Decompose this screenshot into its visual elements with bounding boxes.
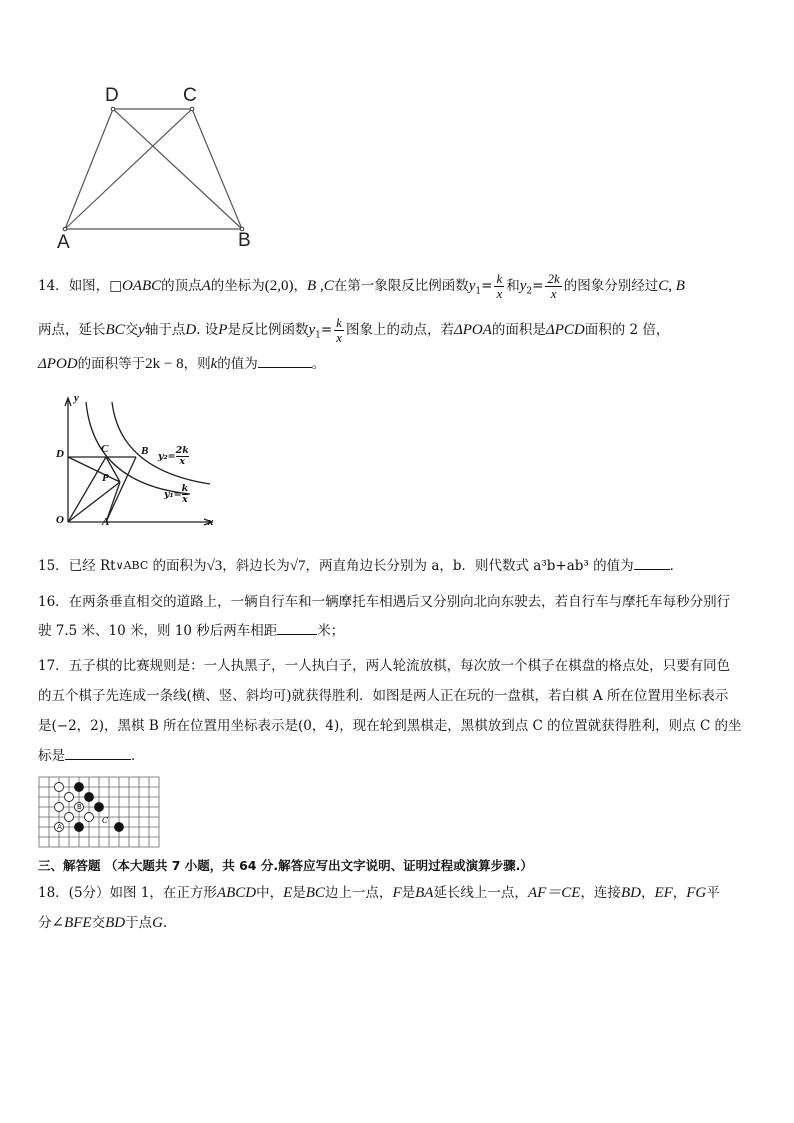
black-stone xyxy=(95,803,104,812)
board-label-C: C xyxy=(102,816,109,825)
q14-line-3: ΔPOD的面积等于2k − 8，则k的值为 。 xyxy=(38,356,326,372)
curve-label-y1: y₁= $\frac{k}{x}$ xyxy=(164,483,189,505)
trapezoid-svg xyxy=(55,85,265,255)
q17-line-3: 是(−2，2)，黑棋 B 所在位置用坐标表示是(0，4)，现在轮到黑棋走，黑棋放到点 C 的位置就获得胜利，则点 C 的坐 xyxy=(38,718,742,734)
q16-line-2: 驶 7.5 米、10 米，则 10 秒后两车相距 米； xyxy=(38,623,345,639)
q17-line-1: 17．五子棋的比赛规则是：一人执黑子，一人执白子，两人轮流放棋，每次放一个棋子在棋盘的格点处，只要有同色 xyxy=(38,658,731,674)
vertex-label-B: B xyxy=(238,230,251,251)
q18-line-1: 18．(5分）如图 1，在正方形ABCD中，E是BC边上一点，F是BA延长线上一点，AF＝CE，连接BD，EF，FG平 xyxy=(38,885,720,901)
white-stone xyxy=(65,793,74,802)
answer-blank xyxy=(65,747,131,760)
go-board-svg xyxy=(38,776,162,848)
diagonal-AC xyxy=(65,109,192,229)
segment-OP xyxy=(68,482,120,522)
answer-blank xyxy=(258,355,312,368)
side-CB xyxy=(192,109,242,229)
fraction-k-over-x: $\frac{k}{x}$ xyxy=(496,271,503,301)
black-stone xyxy=(75,783,84,792)
board-label-B: B xyxy=(77,803,82,811)
graph-label-y: y xyxy=(74,392,79,404)
go-board-figure xyxy=(38,776,162,848)
vertex-label-A: A xyxy=(57,232,70,253)
white-stone xyxy=(65,813,74,822)
side-AD xyxy=(65,109,113,229)
q15-line: 15．已经 Rt∨ABC 的面积为√3，斜边长为√7，两直角边长分别为 a，b．则代数式 a³b+ab³ 的值为 ． xyxy=(38,558,684,574)
black-stone xyxy=(75,823,84,832)
white-stone xyxy=(55,803,64,812)
q17-line-4: 标是 ． xyxy=(38,748,145,764)
answer-blank xyxy=(634,557,670,570)
q14-line-1: 14．如图，□OABC的顶点A的坐标为(2,0)，B ,C在第一象限反比例函数$y_1=$ $\frac{k}{x}$ 和$y_2=$ $\frac{2k}{x}$ 的图象分别经过C, B xyxy=(38,271,685,301)
hyperbola-graph-figure xyxy=(50,392,230,532)
graph-label-O: O xyxy=(56,514,64,526)
question-number: 14． xyxy=(38,278,69,294)
vertex-label-C: C xyxy=(183,85,197,106)
q14-line-2: 两点，延长BC交y轴于点D. 设P是反比例函数$y_1=$ $\frac{k}{x}$ 图象上的动点，若ΔPOA的面积是ΔPCD面积的 2 倍， xyxy=(38,315,670,345)
black-stone xyxy=(85,793,94,802)
graph-label-x: x xyxy=(208,516,214,528)
q16-line-1: 16．在两条垂直相交的道路上，一辆自行车和一辆摩托车相遇后又分别向北向东驶去，若自行车与摩托车每秒分别行 xyxy=(38,594,731,610)
white-stone xyxy=(55,783,64,792)
black-stone xyxy=(115,823,124,832)
diagonal-DB xyxy=(113,109,242,229)
graph-label-A: A xyxy=(102,516,110,528)
board-label-A: A xyxy=(57,823,62,831)
curve-label-y2: y₂= $\frac{2k}{x}$ xyxy=(158,445,189,467)
sqrt-7: √7 xyxy=(289,558,306,574)
curve-y2 xyxy=(112,402,210,484)
graph-label-B: B xyxy=(141,445,149,457)
graph-label-D: D xyxy=(56,448,64,460)
answer-blank xyxy=(277,622,317,635)
graph-label-P: P xyxy=(102,472,109,484)
q18-line-2: 分∠BFE交BD于点G. xyxy=(38,915,168,931)
parallelogram-symbol: □ xyxy=(109,278,122,294)
fraction-k-over-x-2: $\frac{k}{x}$ xyxy=(336,315,342,345)
vertex-label-D: D xyxy=(105,85,119,106)
trapezoid-figure xyxy=(55,85,265,255)
fraction-2k-over-x: $\frac{2k}{x}$ xyxy=(547,271,560,301)
hyperbola-graph-svg xyxy=(50,392,230,532)
q17-line-2: 的五个棋子先连成一条线(横、竖、斜均可)就获得胜利．如图是两人正在玩的一盘棋，若白棋 A 所在位置用坐标表示 xyxy=(38,688,729,704)
section-3-heading: 三、解答题 （本大题共 7 小题，共 64 分.解答应写出文字说明、证明过程或演算步骤.） xyxy=(38,858,533,873)
white-stone xyxy=(85,813,94,822)
graph-label-C: C xyxy=(101,443,109,455)
sqrt-3: √3 xyxy=(206,558,223,574)
